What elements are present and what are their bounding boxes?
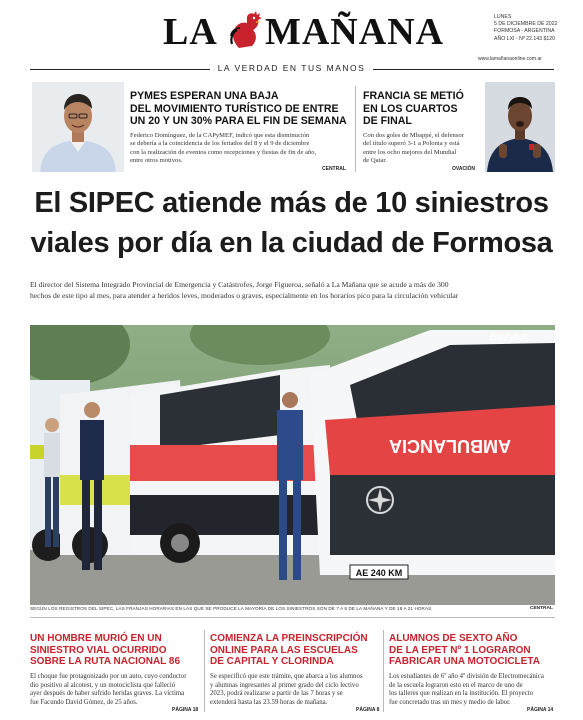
dateline-place: FORMOSA - ARGENTINA [494,28,555,35]
story-divider-2 [383,630,384,712]
teaser-pymes-body: Federico Domínguez, de la CAPyMEF, indicó que esta disminución se debería a la coincidencia de los feriados del 8 y el 9 de diciembre con la realización de eventos como recepciones y fiestas de fin de año, entre otros motivos. [130,132,317,165]
story-1-title[interactable]: UN HOMBRE MURIÓ EN UN SINIESTRO VIAL OCURRIDO SOBRE LA RUTA NACIONAL 86 [30,633,181,668]
story-1-body: El choque fue protagonizado por un auto, cuyo conductor dio positivo al alcotest, y un motociclista que falleció ayer después de haber sufrido heridas graves. La víctima fue Facundo David Gómez, de 25 años. [30,673,187,706]
story-3-body: Los estudiantes de 6º año 4º división de Electromecánica de la escuela lograron esto en el marco de uno de los talleres que realizan en la institución. El proyecto fue concretado tras un mes y medio de labor. [389,673,544,706]
story-2-body: Se especificó que este trámite, que abarca a los alumnos y alumnas ingresantes al primer grado del ciclo lectivo 2023, podrá realizarse a partir de las 7 horas y se extenderá hasta las 23.59 horas de mañana. [210,673,363,706]
footballer-illustration [485,82,555,172]
logo-text-left: LA [163,11,218,53]
dateline-date: 5 DE DICIEMBRE DE 2022 [494,21,558,28]
story-divider-1 [204,630,205,712]
bottom-divider [30,617,555,618]
website-link[interactable]: www.lamañanaonline.com.ar [478,56,542,62]
story-3-title[interactable]: ALUMNOS DE SEXTO AÑO DE LA EPET Nº 1 LOGRARON FABRICAR UNA MOTOCICLETA [389,633,540,668]
teaser-francia-body: Con dos goles de Mbappé, el defensor del título superó 3-1 a Polonia y está entre los ocho mejores del Mundial de Qatar. [363,132,464,165]
main-lead: El director del Sistema Integrado Provincial de Emergencia y Catástrofes, Jorge Figueroa, señaló a La Mañana que se acude a más de 300 hechos de este tipo al mes, para atender a heridos leves, moderados o graves, especialmente en los horarios pico para la circulación vehicular [30,280,459,300]
teaser-photo-footballer[interactable] [485,82,555,172]
teaser-pymes-title[interactable]: PYMES ESPERAN UNA BAJA DEL MOVIMIENTO TURÍSTICO DE ENTRE UN 20 Y UN 30% PARA EL FIN DE SEMANA [130,90,347,128]
dateline-issue: AÑO LXI - Nº 22.143 $120 [494,35,556,42]
story-2-page[interactable]: PÁGINA 8 [356,707,380,713]
main-photo-ambulances[interactable] [30,325,555,605]
teaser-francia-credit: OVACIÓN [452,166,475,172]
top-teasers [0,82,583,174]
story-2-title[interactable]: COMIENZA LA PREINSCRIPCIÓN ONLINE PARA LAS ESCUELAS DE CAPITAL Y CLORINDA [210,633,368,668]
masthead [0,0,583,80]
photo-credit: CENTRAL [530,606,553,611]
license-plate: AE 240 KM [355,568,403,578]
van-brand-text: Bazyluk [490,331,529,343]
photo-caption: SEGÚN LOS REGISTROS DEL SIPEC, LAS FRANJAS HORARIAS EN LAS QUE SE PRODUCE LA MAYORÍA DE LOS SINIESTROS SON DE 7 A 8 DE LA MAÑANA Y DE 18 A 21 HORAS. [30,606,433,611]
main-headline[interactable]: El SIPEC atiende más de 10 siniestros viales por día en la ciudad de Formosa [30,187,553,259]
teaser-photo-businessman[interactable] [32,82,124,172]
rooster-logo-icon [225,8,265,50]
ambulances-scene [30,325,555,605]
logo-text-right: MAÑANA [265,11,445,53]
teaser-pymes-credit: CENTRAL [322,166,346,172]
teaser-divider [355,86,356,172]
teaser-francia-title[interactable]: FRANCIA SE METIÓ EN LOS CUARTOS DE FINAL [363,90,464,128]
dateline-day: LUNES [494,14,512,20]
van-ambulance-text: AMBULANCIA [389,436,511,456]
dateline [494,14,574,43]
businessman-illustration [32,82,124,172]
story-3-page[interactable]: PÁGINA 14 [527,707,554,713]
newspaper-logo[interactable] [163,8,445,53]
tagline: LA VERDAD EN TUS MANOS [0,63,583,73]
story-1-page[interactable]: PÁGINA 18 [172,707,199,713]
